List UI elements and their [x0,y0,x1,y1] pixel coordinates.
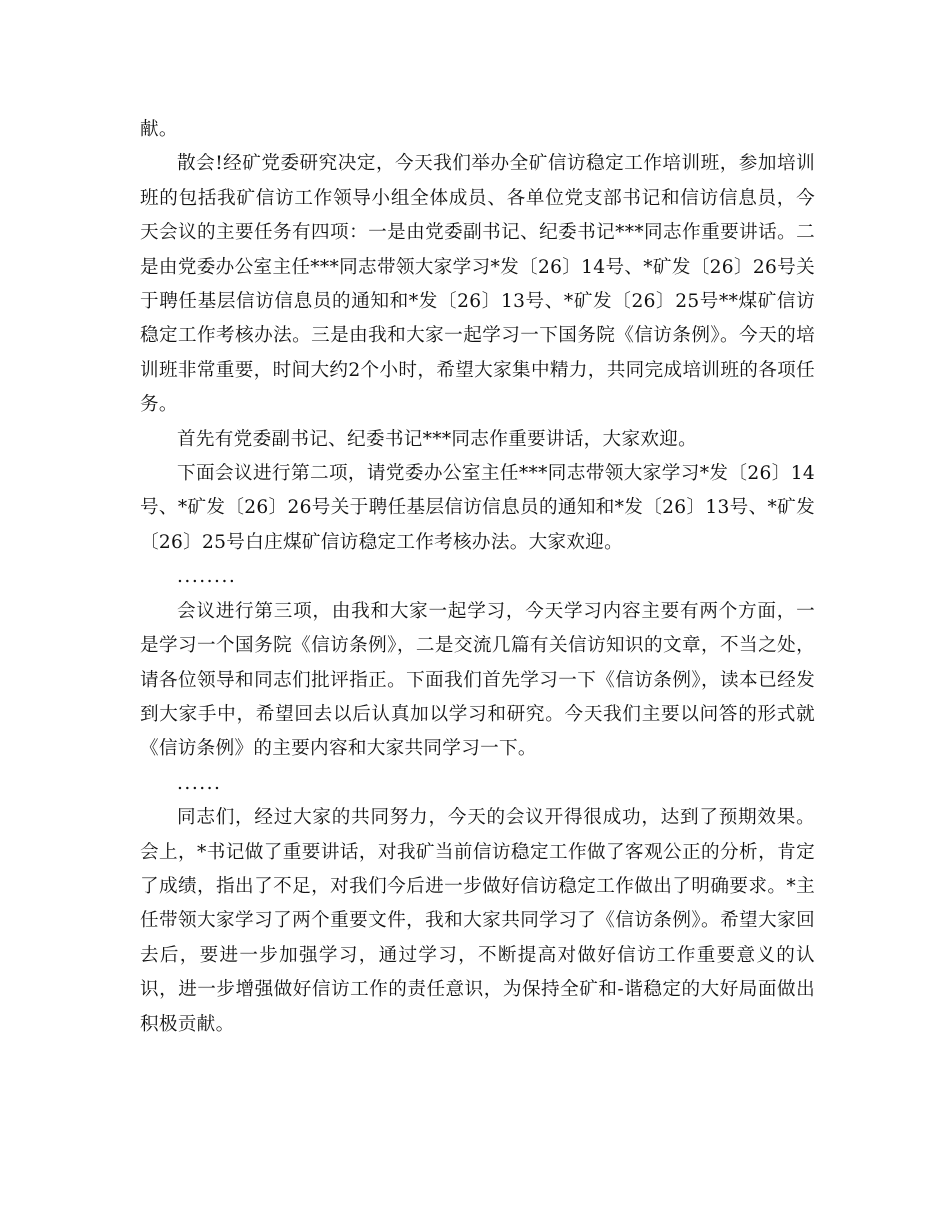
paragraph-closing: 同志们，经过大家的共同努力，今天的会议开得很成功，达到了预期效果。会上，*书记做了重要讲话，对我矿当前信访稳定工作做了客观公正的分析，肯定了成绩，指出了不足，对我们今后进一步做好信访稳定工作做出了明确要求。*主任带领大家学习了两个重要文件，我和大家共同学习了《信访条例》。希望大家回去后，要进一步加强学习，通过学习，不断提高对做好信访工作重要意义的认识，进一步增强做好信访工作的责任意识，为保持全矿和-谐稳定的大好局面做出积极贡献。 [140,807,815,1035]
document-body [140,113,815,1042]
ellipsis-separator: ........ [177,566,237,588]
paragraph-second-item: 下面会议进行第二项，请党委办公室主任***同志带领大家学习*发〔26〕14号、*矿发〔26〕26号关于聘任基层信访信息员的通知和*发〔26〕13号、*矿发〔26〕25号白庄煤矿信访稳定工作考核办法。大家欢迎。 [140,463,815,553]
paragraph-third-item: 会议进行第三项，由我和大家一起学习，今天学习内容主要有两个方面，一是学习一个国务院《信访条例》，二是交流几篇有关信访知识的文章，不当之处，请各位领导和同志们批评指正。下面我们首先学习一下《信访条例》，读本已经发到大家手中，希望回去以后认真加以学习和研究。今天我们主要以问答的形式就《信访条例》的主要内容和大家共同学习一下。 [140,600,815,760]
ellipsis-separator: ...... [177,772,222,794]
paragraph-opening: 散会!经矿党委研究决定，今天我们举办全矿信访稳定工作培训班，参加培训班的包括我矿信访工作领导小组全体成员、各单位党支部书记和信访信息员，今天会议的主要任务有四项：一是由党委副书记、纪委书记***同志作重要讲话。二是由党委办公室主任***同志带领大家学习*发〔26〕14号、*矿发〔26〕26号关于聘任基层信访信息员的通知和*发〔26〕13号、*矿发〔26〕25号**煤矿信访稳定工作考核办法。三是由我和大家一起学习一下国务院《信访条例》。今天的培训班非常重要，时间大约2个小时，希望大家集中精力，共同完成培训班的各项任务。 [140,153,815,416]
paragraph-first-item: 首先有党委副书记、纪委书记***同志作重要讲话，大家欢迎。 [177,428,698,450]
paragraph-continuation: 献。 [140,119,178,140]
